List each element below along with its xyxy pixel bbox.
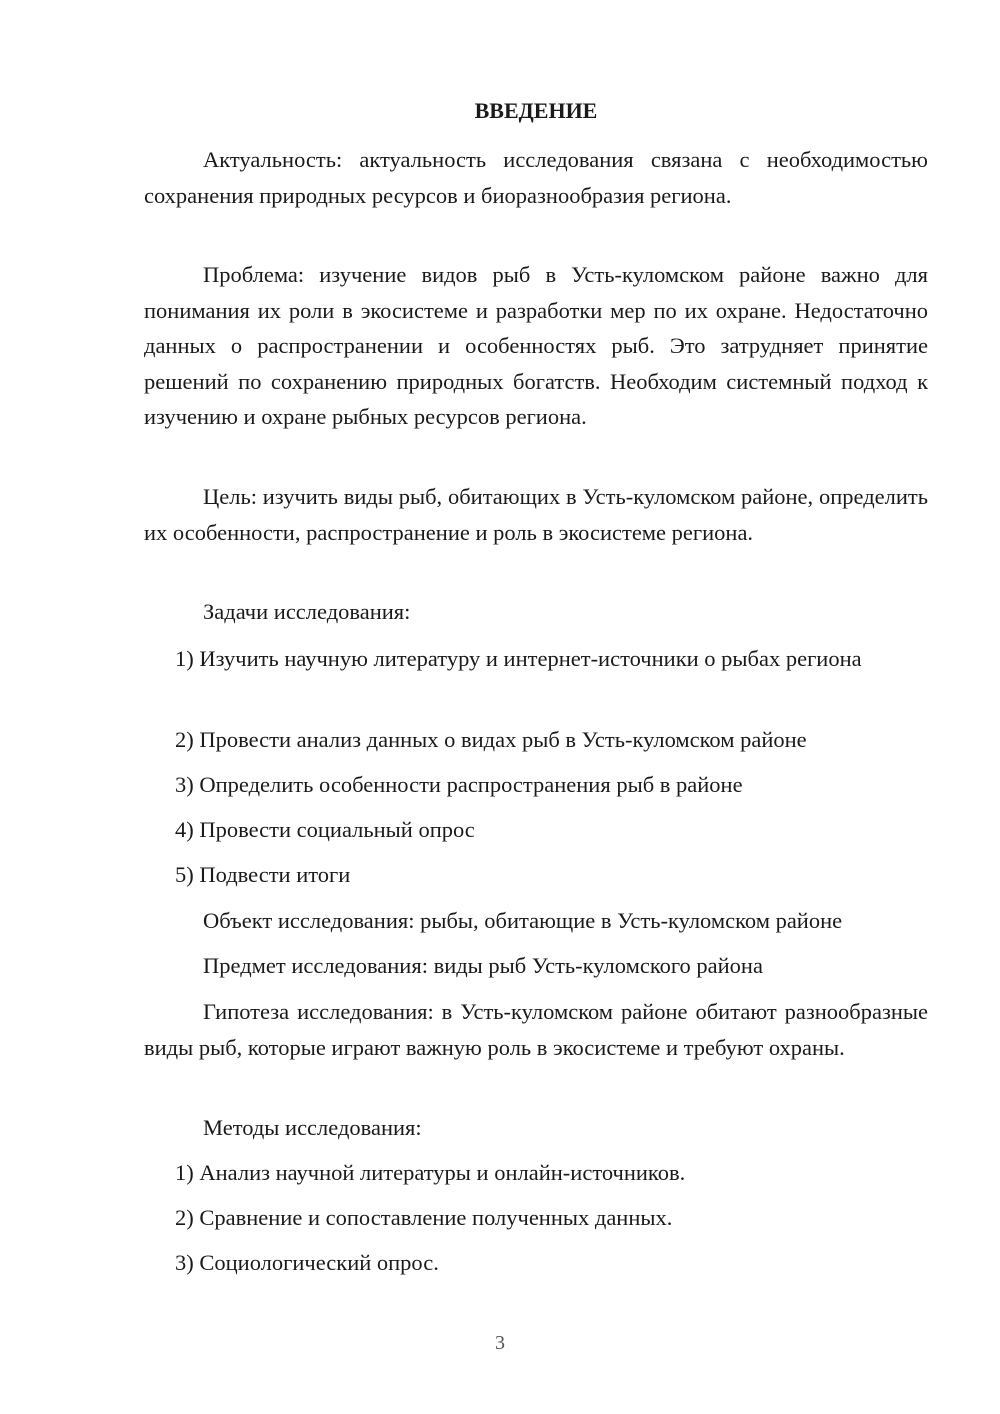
page-title: ВВЕДЕНИЕ (474, 98, 598, 123)
page-number: 3 (495, 1332, 505, 1354)
task-item: 1) Изучить научную литературу и интернет-источники о рыбах региона (175, 646, 862, 671)
method-item: 1) Анализ научной литературы и онлайн-источников. (175, 1160, 686, 1185)
subject-paragraph: Предмет исследования: виды рыб Усть-куломского района (203, 953, 763, 978)
method-item: 2) Сравнение и сопоставление полученных данных. (175, 1205, 673, 1230)
hypothesis-paragraph: Гипотеза исследования: в Усть-куломском районе обитают разнообразные виды рыб, которые играют важную роль в экосистеме и требуют охраны. (144, 999, 928, 1060)
method-item: 3) Социологический опрос. (175, 1250, 439, 1275)
problem-paragraph: Проблема: изучение видов рыб в Усть-куломском районе важно для понимания их роли в экосистеме и разработки мер по их охране. Недостаточно данных о распространении и особенностях рыб. Это затрудняет принятие решений по сохранению природных богатств. Необходим системный подход к изучению и охране рыбных ресурсов региона. (144, 262, 928, 429)
task-item: 3) Определить особенности распространения рыб в районе (175, 772, 743, 797)
tasks-heading: Задачи исследования: (203, 599, 411, 624)
task-item: 5) Подвести итоги (175, 862, 351, 887)
relevance-paragraph: Актуальность: актуальность исследования связана с необходимостью сохранения природных ресурсов и биоразнообразия региона. (144, 147, 928, 208)
methods-heading: Методы исследования: (203, 1115, 422, 1140)
object-paragraph: Объект исследования: рыбы, обитающие в Усть-куломском районе (203, 908, 843, 933)
task-item: 2) Провести анализ данных о видах рыб в Усть-куломском районе (175, 727, 807, 752)
goal-paragraph: Цель: изучить виды рыб, обитающих в Усть-куломском районе, определить их особенности, распространение и роль в экосистеме региона. (144, 484, 928, 545)
task-item: 4) Провести социальный опрос (175, 817, 475, 842)
